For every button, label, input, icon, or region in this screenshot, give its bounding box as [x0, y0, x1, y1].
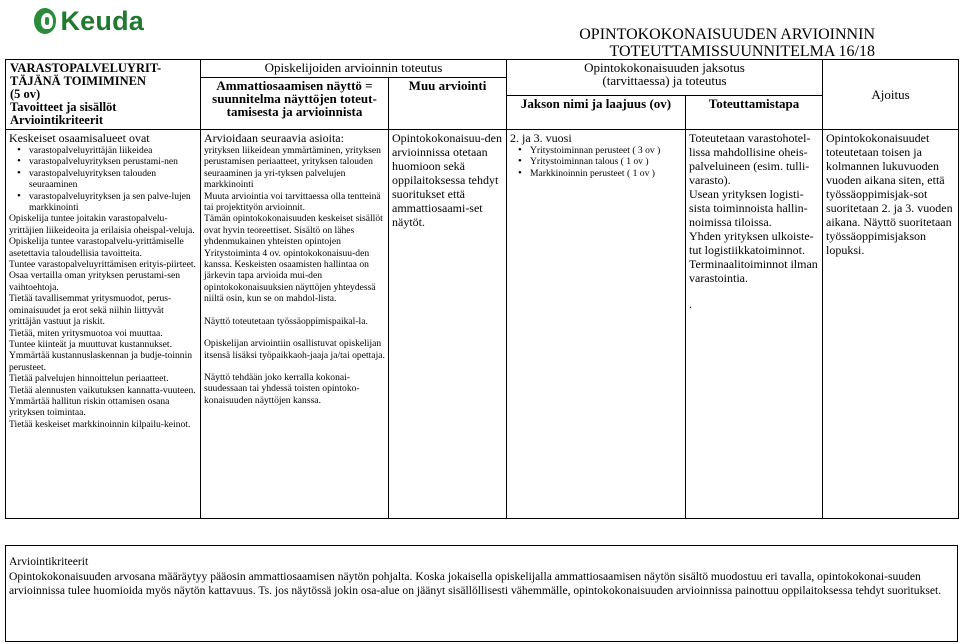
col5-body [686, 130, 823, 519]
col1-lead: Keskeiset osaamisalueet ovat [9, 131, 150, 145]
logo-text: Keuda [60, 5, 144, 36]
paragraph: Näyttö toteutetaan työssäoppimispaikal-la. [204, 315, 368, 327]
paragraph: Opiskelijan arviointiin osallistuvat opiskelijan itsensä lisäksi työpaikkaoh-jaaja ja/tai opettaja. [204, 338, 385, 361]
list-item: • varastopalveluyrityksen perustami-nen [19, 156, 197, 167]
group2-header [507, 60, 823, 96]
col1-header-line: (5 ov) [10, 87, 41, 101]
col4-header: Jakson nimi ja laajuus (ov) [507, 96, 686, 130]
col1-header-line: Arviointikriteerit [10, 113, 104, 127]
criteria-title: Arviointikriteerit [9, 555, 89, 568]
group1-header: Opiskelijoiden arvioinnin toteutus [201, 60, 507, 78]
paragraph: Tietää tavallisemmat yritysmuodot, perus-ominaisuudet ja erot sekä niihin liittyvät yrittäjän vastuut ja riskit. [9, 293, 172, 328]
list-item: • Yritystoiminnan perusteet ( 3 ov ) [520, 145, 682, 156]
paragraph: Yhden yrityksen ulkoiste-tut logistiikkatoiminnot. [689, 229, 814, 257]
group2-header-line-1: Opintokokonaisuuden jaksotus [584, 60, 745, 75]
col2-paragraphs [204, 145, 385, 406]
col1-header-line: VARASTOPALVELUYRIT- [10, 61, 162, 75]
paragraph: Tietää, miten yritysmuotoa voi muuttaa. [9, 327, 163, 339]
paragraph: Terminaalitoiminnot ilman varastointia. [689, 257, 818, 285]
col1-bullet-list [9, 145, 197, 213]
col4-body [507, 130, 686, 519]
list-item: • varastopalveluyrityksen talouden seuraaminen [19, 168, 197, 191]
keuda-logo [34, 4, 144, 38]
paragraph: Toteutetaan varastohotel-lissa mahdollisine oheis-palveluineen (esim. tulli-varasto). [689, 131, 811, 187]
paragraph: Näyttö tehdään joko kerralla kokonai-suudessaan tai yhdessä toisten opintoko-konaisuuden näyttöjen kanssa. [204, 371, 360, 406]
col6-header: Ajoitus [823, 60, 959, 130]
paragraph: . [689, 297, 692, 311]
title-line-1: OPINTOKOKONAISUUDEN ARVIOINNIN [579, 26, 875, 43]
paragraph: yrityksen liikeidean ymmärtäminen, yrityksen perustamisen periaatteet, yrityksen talouden seuraaminen ja yri-tyksen palvelujen markkinointi [204, 145, 381, 191]
paragraph: Tämän opintokokonaisuuden keskeiset sisällöt ovat hyvin teoreettiset. Sisältö on lähes yhdenmukainen yhteisten opintojen Yritystoiminta 4 ov. opintokokonaisuu-den kanssa. Keskeisten osaamisten hallintaa on järkevin tapa arvioida mui-den opintokokonaisuuksien näyttöjen yhteydessä niiltä osin, kun se on mahdol-lista. [204, 213, 383, 305]
col3-header: Muu arviointi [389, 78, 507, 130]
list-item: • varastopalveluyrittäjän liikeidea [19, 145, 197, 156]
col3-text: Opintokokonaisuu-den arvioinnissa otetaan huomioon sekä oppilaitoksessa tehdyt suoritukset että ammattiosaami-set näytöt. [392, 131, 502, 229]
list-item: • varastopalveluyrityksen ja sen palve-lujen markkinointi [19, 191, 197, 214]
col1-header-line: TÄJÄNÄ TOIMIMINEN [10, 74, 147, 88]
keuda-logo-icon [34, 8, 56, 34]
document-title [579, 26, 875, 60]
implementation-plan-table [5, 59, 959, 519]
paragraph: Tuntee kiinteät ja muuttuvat kustannukset. [9, 338, 172, 350]
list-item: • Yritystoiminnan talous ( 1 ov ) [520, 156, 682, 167]
col4-bullet-list [510, 145, 682, 179]
assessment-criteria-box [5, 545, 958, 642]
paragraph: Muuta arviointia voi tarvittaessa olla tentteinä tai projektityön arvioinnit. [204, 190, 381, 214]
col5-header: Toteuttamistapa [686, 96, 823, 130]
col2-lead: Arvioidaan seuraavia asioita: [204, 131, 344, 145]
group2-header-line-2: (tarvittaessa) ja toteutus [602, 73, 727, 88]
title-line-2 [579, 43, 875, 60]
col4-lead: 2. ja 3. vuosi [510, 131, 572, 145]
page-number: 16/18 [838, 43, 875, 60]
paragraph: Tietää keskeiset markkinoinnin kilpailu-keinot. [9, 418, 191, 430]
paragraph: Ymmärtää hallitun riskin ottamisen osana yrityksen toimintaa. [9, 395, 170, 419]
paragraph: Tietää alennusten vaikutuksen kannatta-vuuteen. [9, 384, 196, 396]
paragraph: Ymmärtää kustannuslaskennan ja budje-toinnin perusteet. [9, 350, 193, 373]
list-item: • Markkinoinnin perusteet ( 1 ov ) [520, 168, 682, 179]
criteria-text: Opintokokonaisuuden arvosana määräytyy pääosin ammattiosaamisen näytön pohjalta. Koska jokaisella opiskelijalla ammattiosaamisen näytön sisältö muodostuu eri tavalla, opintokokonai-suuden arvioinnissa tulee huomioida myös näytön kattavuus. Ts. jos näytössä jokin osa-alue on jäänyt sisällöllisesti vähemmälle, opintokokonaisuuden arvioinnissa painottuu oppilaitoksessa tehdyt suoritukset. [9, 569, 942, 598]
col2-header: Ammattiosaamisen näyttö = suunnitelma näyttöjen toteut-tamisesta ja arvioinnista [201, 78, 389, 130]
col1-header-cell [6, 60, 201, 130]
col6-body [823, 130, 959, 519]
paragraph: Tietää palvelujen hinnoittelun periaatteet. [9, 373, 169, 385]
paragraph: Osaa vertailla oman yrityksen perustami-sen vaihtoehtoja. [9, 270, 181, 293]
paragraph: Usean yrityksen logisti-sista toiminnoista hallin-noimissa tiloissa. [689, 187, 808, 229]
col3-body [389, 130, 507, 519]
col2-body [201, 130, 389, 519]
col1-header-line: Tavoitteet ja sisällöt [10, 100, 117, 114]
col1-body [6, 130, 201, 519]
title-line-2-main: TOTEUTTAMISSUUNNITELMA [609, 43, 835, 60]
col1-paragraphs [9, 213, 197, 430]
paragraph: Tuntee varastopalveluyrittämisen erityis-piirteet. [9, 259, 196, 271]
paragraph: Opiskelija tuntee joitakin varastopalvelu-yrittäjien liikeideoita ja erilaisia oheispal-veluja. Opiskelija tuntee varastopalvelu-yrittämiselle asetettavia taloudellisia tavoitteita. [9, 213, 195, 259]
col6-text: Opintokokonaisuudet toteutetaan toisen ja kolmannen lukuvuoden vuoden aikana siten, että työssäoppimisjak-sot suoritetaan 2. ja 3. vuoden aikana. Näyttö suoritetaan työssäoppimisjakson lopuksi. [826, 131, 953, 257]
